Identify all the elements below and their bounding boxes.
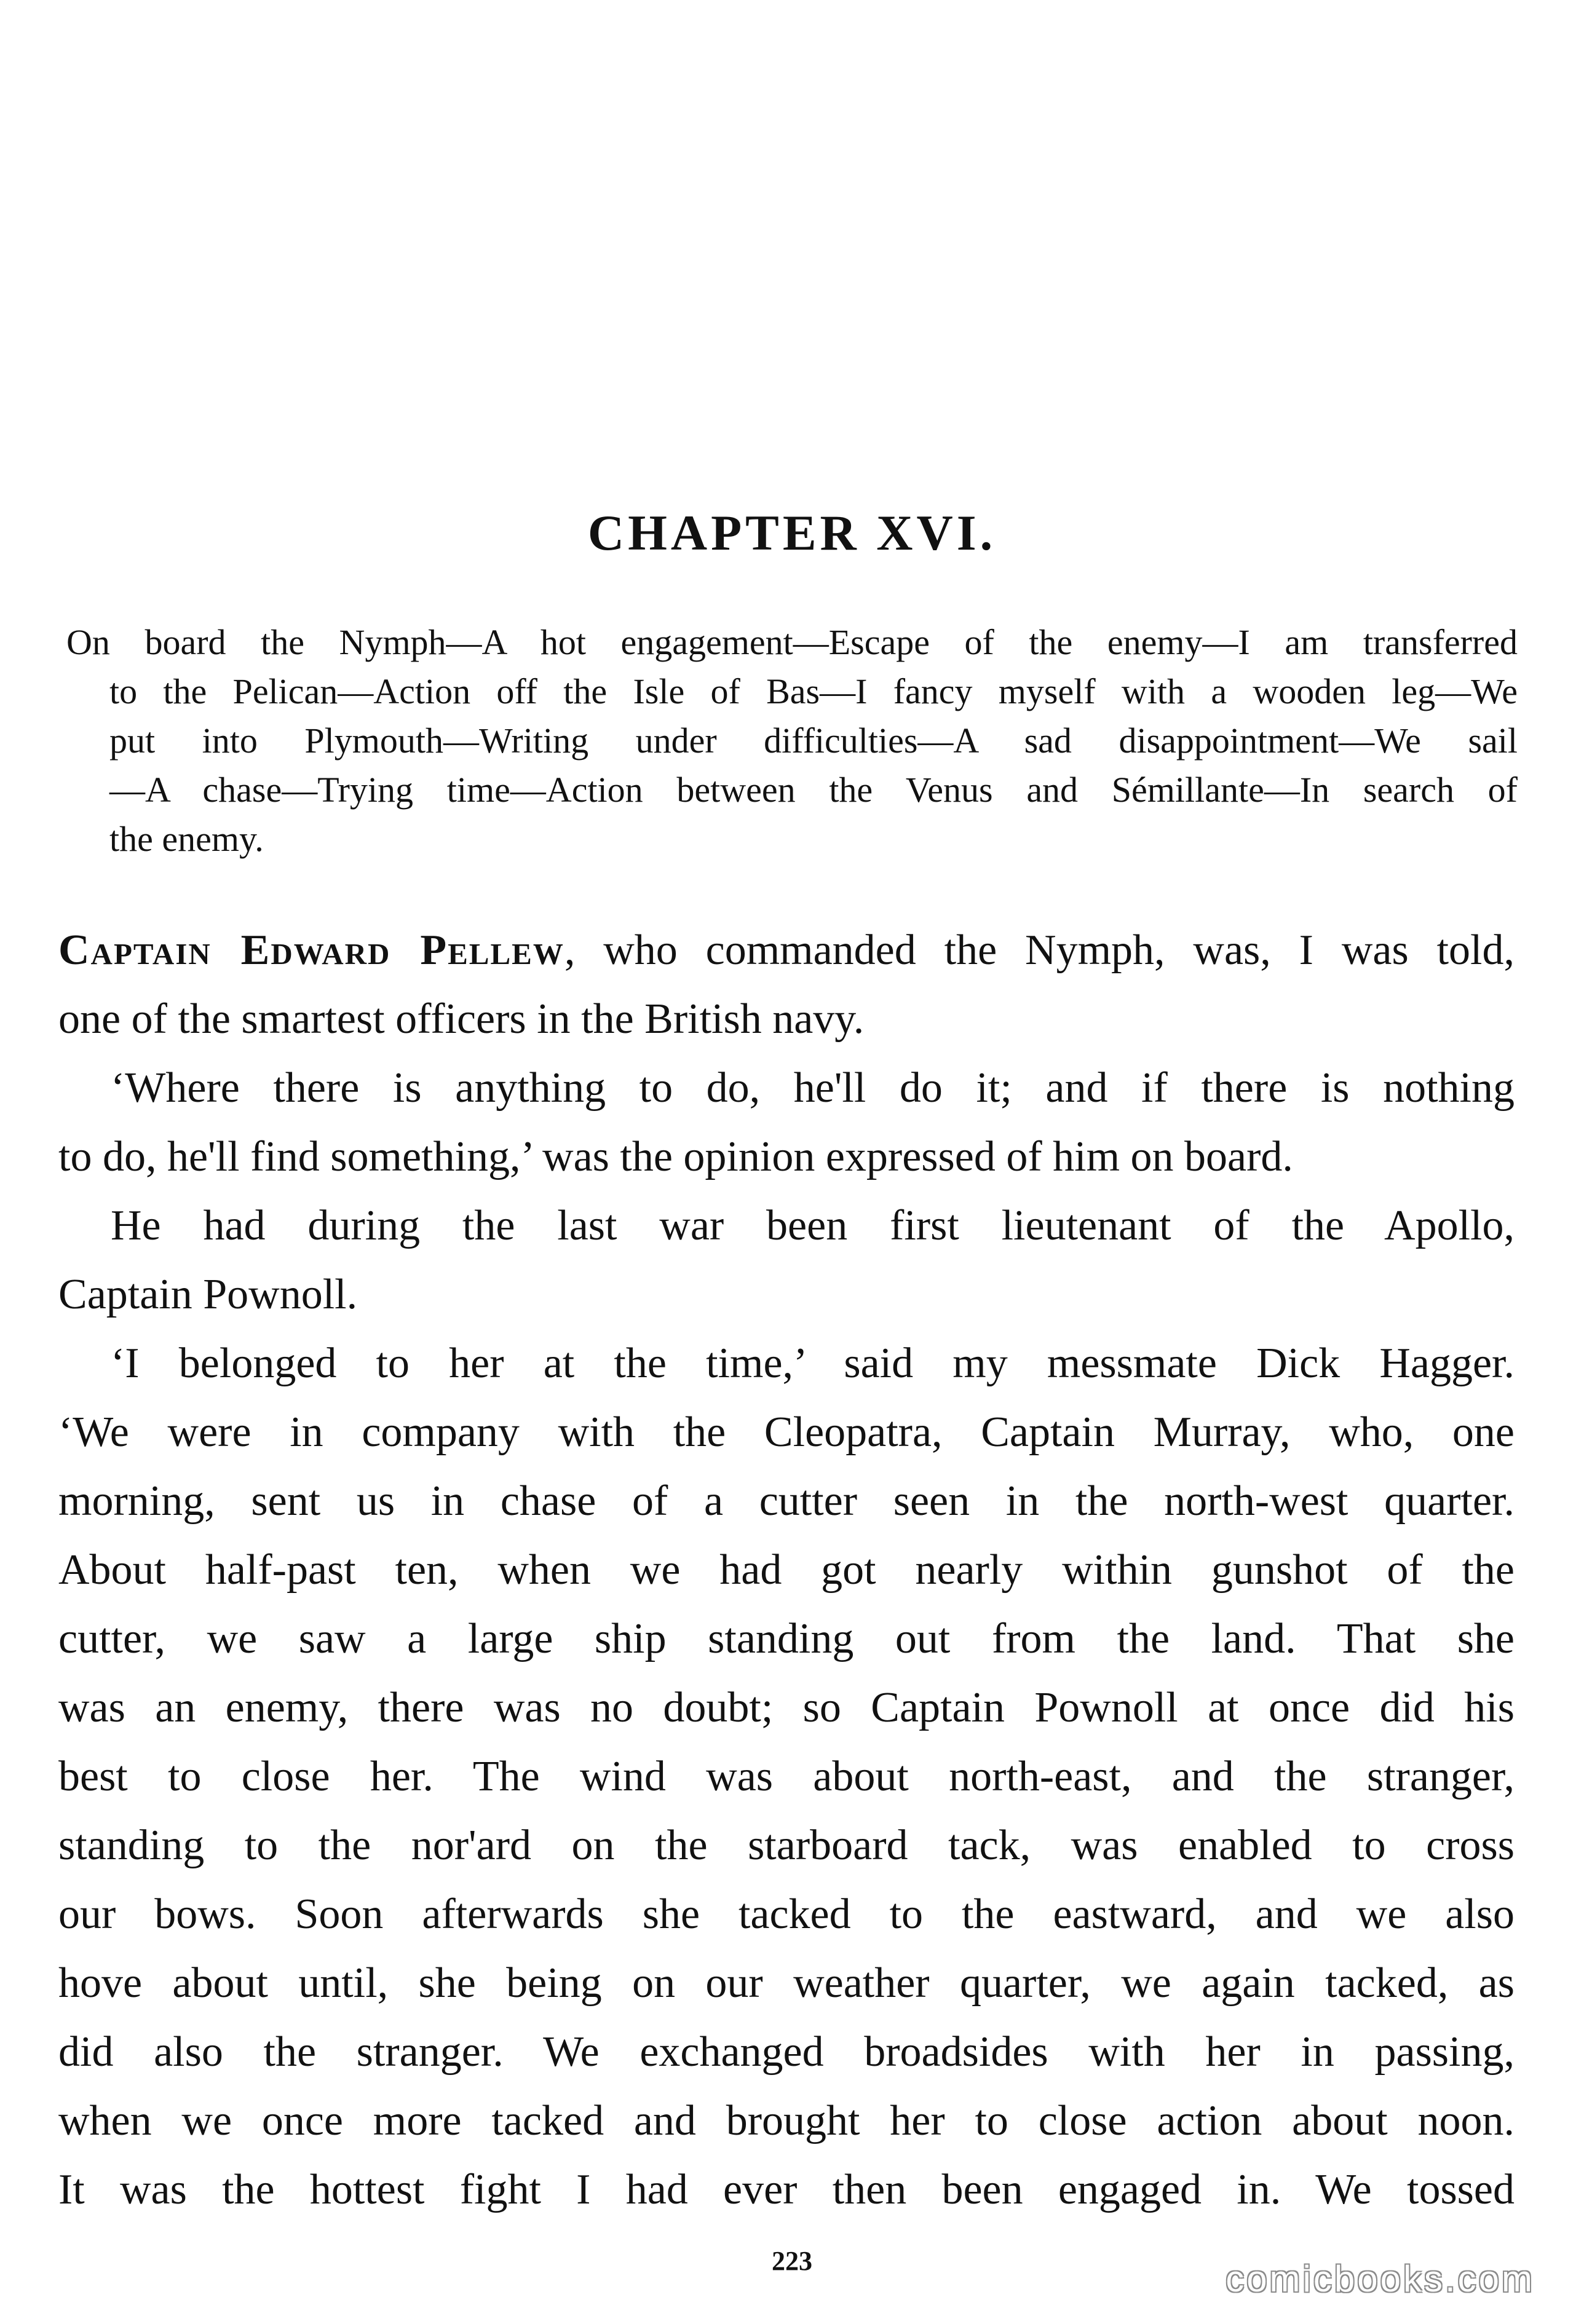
text-line: ‘We were in company with the Cleopatra, Captain Murray, who, one (58, 1409, 1515, 1456)
name-smallcaps: Captain Edward Pellew (58, 927, 564, 974)
summary-line: On board the Nymph—A hot engagement—Escape of the enemy—I am transferred (66, 622, 1518, 662)
text-line: ‘Where there is anything to do, he'll do it; and if there is nothing (111, 1064, 1515, 1112)
summary-line: put into Plymouth—Writing under difficulties—A sad disappointment—We sail (109, 721, 1518, 761)
text-run: , who commanded the Nymph, was, I was told, (564, 927, 1515, 974)
paragraph (58, 1192, 1515, 1329)
text-line: About half-past ten, when we had got nearly within gunshot of the (58, 1546, 1515, 1594)
text-line: cutter, we saw a large ship standing out from the land. That she (58, 1615, 1515, 1662)
text-line: ‘I belonged to her at the time,’ said my messmate Dick Hagger. (111, 1340, 1515, 1387)
text-line: when we once more tacked and brought her to close action about noon. (58, 2097, 1515, 2144)
text-line: hove about until, she being on our weather quarter, we again tacked, as (58, 1959, 1515, 2007)
text-line: best to close her. The wind was about north-east, and the stranger, (58, 1753, 1515, 1800)
text-line: our bows. Soon afterwards she tacked to the eastward, and we also (58, 1891, 1515, 1938)
page-number: 223 (772, 2246, 812, 2276)
text-line: one of the smartest officers in the British navy. (58, 995, 865, 1043)
text-line: Captain Pownoll. (58, 1271, 358, 1318)
text-line: standing to the nor'ard on the starboard tack, was enabled to cross (58, 1822, 1515, 1869)
body-text (58, 916, 1515, 2224)
watermark: comicbooks.com (1226, 2258, 1535, 2299)
text-line: to do, he'll find something,’ was the opinion expressed of him on board. (58, 1133, 1293, 1180)
text-line (58, 916, 1515, 985)
summary-line: to the Pelican—Action off the Isle of Bas—I fancy myself with a wooden leg—We (109, 671, 1518, 711)
summary-line: the enemy. (109, 819, 264, 859)
paragraph (58, 1054, 1515, 1192)
paragraph (58, 916, 1515, 1054)
chapter-title: CHAPTER XVI. (587, 505, 997, 561)
text-line: was an enemy, there was no doubt; so Captain Pownoll at once did his (58, 1684, 1515, 1731)
text-line: He had during the last war been first lieutenant of the Apollo, (111, 1202, 1515, 1249)
summary-line: —A chase—Trying time—Action between the Venus and Sémillante—In search of (109, 770, 1518, 810)
text-line: did also the stranger. We exchanged broadsides with her in passing, (58, 2028, 1515, 2076)
text-line: It was the hottest fight I had ever then been engaged in. We tossed (58, 2166, 1515, 2213)
text-line: morning, sent us in chase of a cutter seen in the north-west quarter. (58, 1477, 1515, 1525)
paragraph (58, 1329, 1515, 2224)
chapter-summary (66, 618, 1518, 864)
